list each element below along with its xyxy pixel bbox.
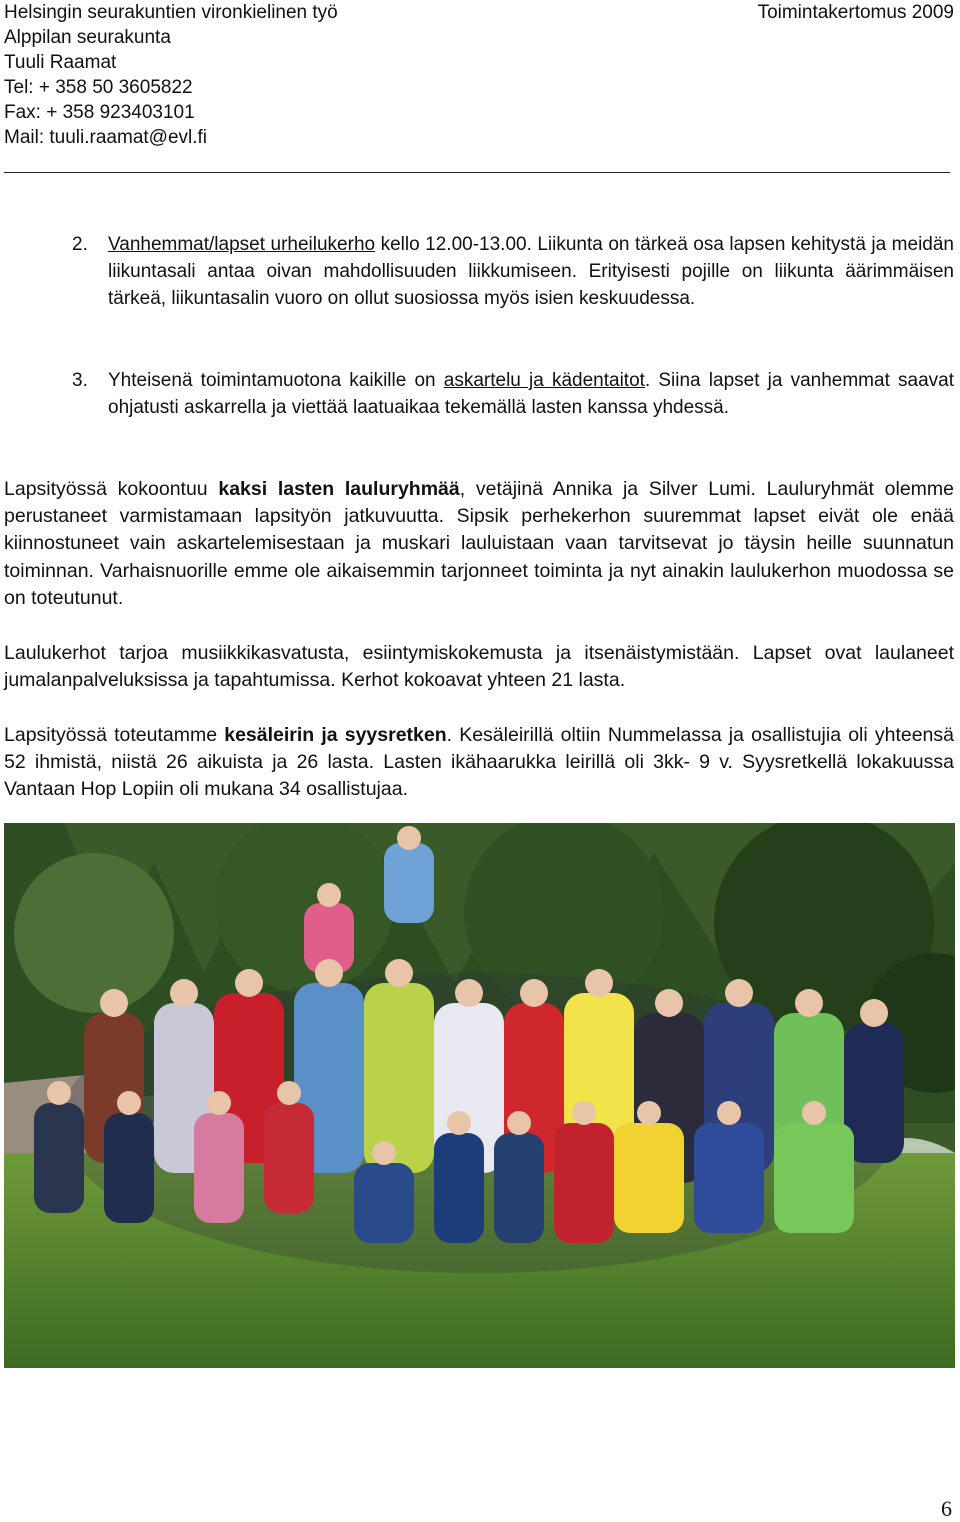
header-divider (4, 172, 950, 173)
list-item-2 (72, 231, 954, 312)
item-text-before: Yhteisenä toimintamuotona kaikille on (108, 370, 444, 391)
contact-person: Tuuli Raamat (4, 52, 117, 73)
item-number: 3. (72, 370, 88, 391)
item-link: askartelu ja kädentaitot (443, 370, 645, 391)
report-title: Toimintakertomus 2009 (757, 2, 954, 23)
paragraph-laulukerhot (4, 640, 954, 694)
item-text: kello 12.00-13.00. Liikunta on tärkeä osa lapsen kehitystä ja meidän liikuntasali antaa oivan mahdollisuuden liikkumiseen. Erityisesti pojille on liikunta äärimmäisen tärkeä, liikuntasalin vuoro on ollut suosiossa myös isien keskuudessa. (108, 234, 954, 309)
para-bold: kaksi lasten lauluryhmää (218, 478, 460, 500)
item-number: 2. (72, 234, 88, 255)
para-bold: kesäleirin ja syysretken (224, 724, 447, 746)
page-number: 6 (941, 1496, 952, 1521)
para-text: Laulukerhot tarjoa musiikkikasvatusta, esiintymiskokemusta ja itsenäistymistään. Lapset ovat laulaneet jumalanpalveluksissa ja tapahtumissa. Kerhot kokoavat yhteen 21 lasta. (4, 642, 954, 692)
page-header (4, 0, 954, 150)
contact-tel: Tel: + 358 50 3605822 (4, 77, 193, 98)
para-text: Lapsityössä toteutamme (4, 724, 225, 746)
item-link: Vanhemmat/lapset urheilukerho (108, 234, 376, 255)
org-name: Helsingin seurakuntien vironkielinen työ (4, 2, 338, 23)
para-text: . Kesäleirillä oltiin Nummelassa ja osallistujia oli yhteensä 52 ihmistä, niistä 26 aikuista ja 26 lasta. Lasten ikähaarukka leirillä oli 3kk- 9 v. Syysretkellä lokakuussa Vantaan Hop Lopiin oli mukana 34 osallistujaa. (4, 724, 954, 801)
para-text: Lapsityössä kokoontuu (4, 478, 219, 500)
paragraph-leiri (4, 722, 954, 804)
paragraph-lauluryhma (4, 476, 954, 612)
item-text: . Siina lapset ja vanhemmat saavat ohjatusti askarrella ja viettää laatuaikaa tekemällä lasten kanssa yhdessä. (108, 370, 954, 418)
parish-name: Alppilan seurakunta (4, 27, 171, 48)
group-photo (4, 823, 955, 1368)
contact-fax: Fax: + 358 923403101 (4, 102, 195, 123)
contact-mail: Mail: tuuli.raamat@evl.fi (4, 127, 208, 148)
para-text: , vetäjinä Annika ja Silver Lumi. Lauluryhmät olemme perustaneet varmistamaan lapsityön jatkuvuutta. Sipsik perhekerhon suuremmat lapset eivät ole enää kiinnostuneet vain askartelemisestaan ja muskari lauluistaan vaan tarvitsevat jo täysin heille suunnatun toiminnan. Varhaisnuorille emme ole aikaisemmin tarjonneet toiminta ja nyt ainakin laulukerhon muodossa se on toteutunut. (4, 478, 954, 609)
list-item-3 (72, 367, 954, 421)
